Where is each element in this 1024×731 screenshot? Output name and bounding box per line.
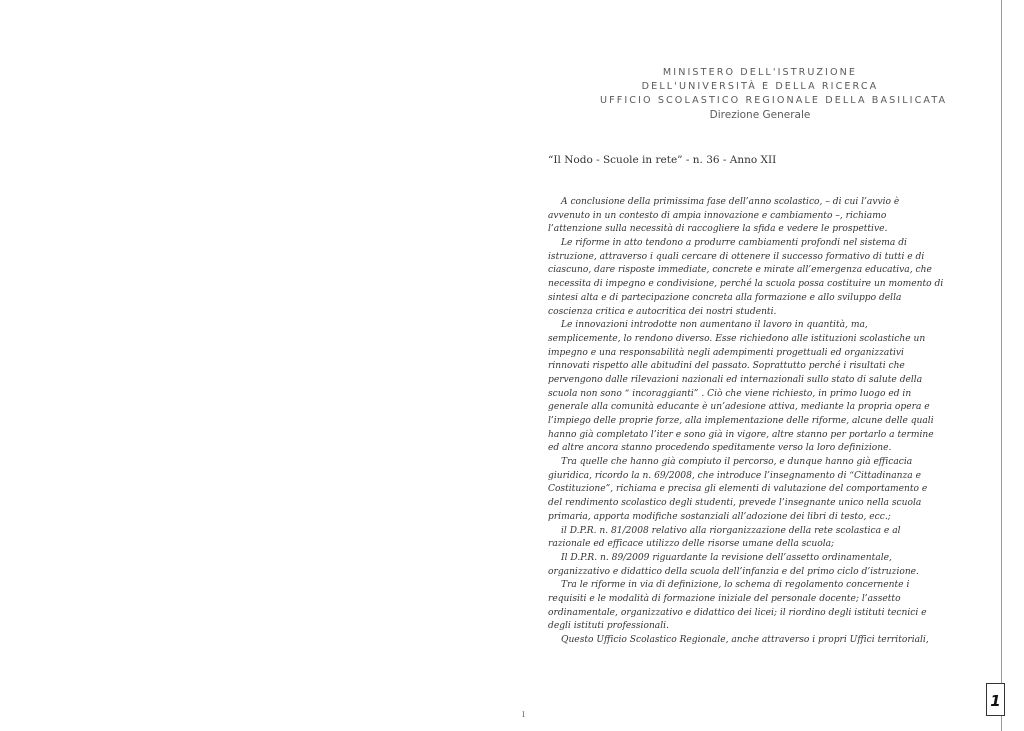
body-line: scuola non sono “ incoraggianti” . Ciò che viene richiesto, in primo luogo ed in [548, 388, 912, 399]
header-line-office: UFFICIO SCOLASTICO REGIONALE DELLA BASILICATA [600, 95, 948, 106]
body-line: coscienza critica e autocritica dei nostri studenti. [548, 306, 777, 317]
header-line-direction: Direzione Generale [709, 109, 811, 121]
body-line: Questo Ufficio Scolastico Regionale, anche attraverso i propri Uffici territoriali, [561, 635, 929, 645]
page-number-roman: I [522, 711, 525, 719]
header-line-ministry: MINISTERO DELL'ISTRUZIONE [662, 67, 858, 78]
body-line: semplicemente, lo rendono diverso. Esse richiedono alle istituzioni scolastiche un [548, 333, 926, 344]
body-line: Le innovazioni introdotte non aumentano il lavoro in quantità, ma, [561, 320, 868, 331]
body-line: primaria, apporta modifiche sostanziali all’adozione dei libri di testo, ecc.; [548, 511, 891, 522]
body-line: il D.P.R. n. 81/2008 relativo alla riorganizzazione della rete scolastica e al [561, 525, 901, 536]
body-line: organizzativo e didattico della scuola dell’infanzia e del primo ciclo d’istruzione. [548, 566, 919, 577]
body-line: ciascuno, dare risposte immediate, concrete e mirate all’emergenza educativa, che [548, 265, 932, 276]
body-line: Tra quelle che hanno già compiuto il percorso, e dunque hanno già efficacia [561, 457, 913, 468]
body-line: istruzione, attraverso i quali cercare di ottenere il successo formativo di tutti e di [548, 251, 925, 262]
body-line: A conclusione della primissima fase dell’anno scolastico, – di cui l’avvio è [561, 197, 900, 207]
page-tab-number: 1 [990, 692, 1001, 710]
letter-body [548, 196, 944, 648]
body-line: giuridica, ricordo la n. 69/2008, che introduce l’insegnamento di “Cittadinanza e [548, 470, 921, 481]
ministry-header [600, 66, 948, 122]
body-line: requisiti e le modalità di formazione iniziale del personale docente; l’assetto [548, 593, 901, 604]
body-line: Le riforme in atto tendono a produrre cambiamenti profondi nel sistema di [561, 238, 907, 249]
body-line: generale alla comunità educante è un’adesione attiva, mediante la propria opera e [548, 402, 930, 413]
body-line: ed altre ancora stanno procedendo speditamente verso la loro definizione. [548, 443, 892, 454]
body-line: rinnovati rispetto alle abitudini del passato. Soprattutto perché i risultati che [548, 361, 905, 372]
body-line: l’impiego delle proprie forze, alla implementazione delle riforme, alcune delle quali [548, 416, 934, 426]
right-page-edge-line [1001, 0, 1002, 731]
header-line-university: DELL'UNIVERSITÀ E DELLA RICERCA [641, 81, 879, 92]
body-line: ordinamentale, organizzativo e didattico dei licei; il riordino degli istituti tecnici e [548, 607, 927, 618]
body-line: Tra le riforme in via di definizione, lo schema di regolamento concernente i [561, 580, 910, 591]
body-line: razionale ed efficace utilizzo delle risorse umane della scuola; [548, 539, 835, 550]
body-line: del rendimento scolastico degli studenti, prevede l’insegnante unico nella scuola [548, 498, 922, 509]
publication-subtitle: “Il Nodo - Scuole in rete” - n. 36 - Anno XII [548, 154, 777, 166]
body-line: Il D.P.R. n. 89/2009 riguardante la revisione dell’assetto ordinamentale, [561, 552, 892, 563]
body-line: sintesi alta e di partecipazione concreta alla formazione e allo sviluppo della [548, 292, 902, 303]
body-line: avvenuto in un contesto di ampia innovazione e cambiamento –, richiamo [548, 210, 887, 221]
page-tab [986, 683, 1005, 716]
body-line: pervengono dalle rilevazioni nazionali ed internazionali sullo stato di salute della [548, 374, 923, 385]
body-line: hanno già completato l’iter e sono già in vigore, altre stanno per portarlo a termine [548, 429, 934, 440]
body-line: degli istituti professionali. [548, 621, 669, 632]
body-line: impegno e una responsabilità negli adempimenti progettuali ed organizzativi [548, 347, 904, 358]
body-line: l’attenzione sulla necessità di raccogliere la sfida e vedere le prospettive. [548, 224, 888, 235]
body-line: Costituzione”, richiama e precisa gli elementi di valutazione del comportamento e [548, 484, 928, 495]
body-line: necessita di impegno e condivisione, perché la scuola possa costituire un momento di [548, 279, 944, 290]
